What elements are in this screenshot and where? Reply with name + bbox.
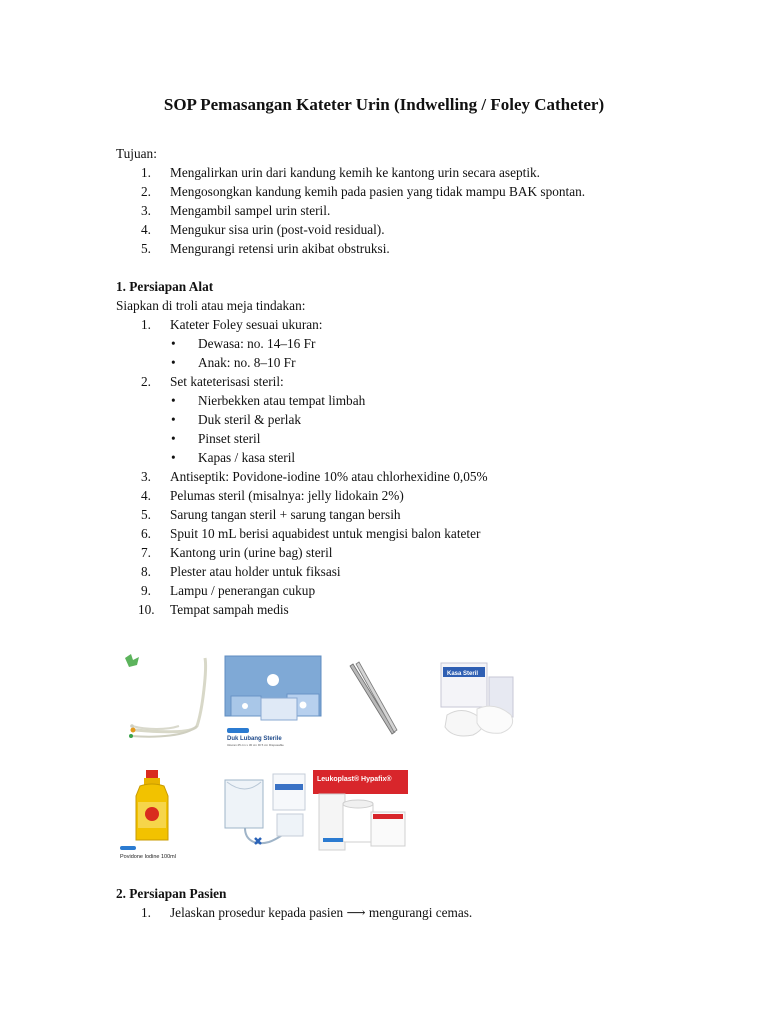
- list-item: 1. Kateter Foley sesuai ukuran:: [141, 317, 323, 332]
- bullet-item: • Kapas / kasa steril: [171, 450, 296, 465]
- svg-text:Kasa Steril: Kasa Steril: [447, 671, 479, 677]
- section-heading: 1. Persiapan Alat: [116, 279, 214, 294]
- svg-text:Ukuran 25 cm x 30 cm ID 5 cm D: Ukuran 25 cm x 30 cm ID 5 cm Disposable: [227, 743, 284, 747]
- bullet-item: • Nierbekken atau tempat limbah: [171, 393, 366, 408]
- tujuan-label: Tujuan:: [116, 146, 157, 161]
- svg-text:Leukoplast® Hypafix®: Leukoplast® Hypafix®: [317, 776, 392, 783]
- persiapan-alat-section: [116, 277, 676, 619]
- svg-text:Duk Lubang Sterile: Duk Lubang Sterile: [227, 736, 282, 742]
- bullet-item: • Pinset steril: [171, 431, 261, 446]
- section-intro: Siapkan di troli atau meja tindakan:: [116, 298, 306, 313]
- povidone-iodine-image: [118, 768, 193, 860]
- tujuan-section: [116, 144, 676, 258]
- duk-steril-image: [221, 652, 325, 748]
- list-item: 1. Mengalirkan urin dari kandung kemih ke kantong urin secara aseptik.: [141, 165, 540, 180]
- svg-text:Povidone Iodine 100ml: Povidone Iodine 100ml: [120, 854, 176, 860]
- persiapan-pasien-section: [116, 884, 676, 922]
- document-title: SOP Pemasangan Kateter Urin (Indwelling / Foley Catheter): [163, 95, 605, 114]
- list-item: 3. Antiseptik: Povidone-iodine 10% atau chlorhexidine 0,05%: [141, 469, 488, 484]
- list-item: 2. Mengosongkan kandung kemih pada pasien yang tidak mampu BAK spontan.: [141, 184, 586, 199]
- list-item: 9. Lampu / penerangan cukup: [141, 583, 316, 598]
- bullet-item: • Duk steril & perlak: [171, 412, 302, 427]
- list-item: 5. Sarung tangan steril + sarung tangan bersih: [141, 507, 401, 522]
- bullet-item: • Dewasa: no. 14–16 Fr: [171, 336, 316, 351]
- list-item: 3. Mengambil sampel urin steril.: [141, 203, 331, 218]
- list-item: 6. Spuit 10 mL berisi aquabidest untuk mengisi balon kateter: [141, 526, 481, 541]
- plester-hypafix-image: [313, 770, 408, 858]
- bullet-item: • Anak: no. 8–10 Fr: [171, 355, 296, 370]
- section-heading: 2. Persiapan Pasien: [116, 886, 227, 901]
- list-item: 8. Plester atau holder untuk fiksasi: [141, 564, 341, 579]
- urine-bag-image: [215, 770, 309, 858]
- kasa-steril-image: [433, 657, 519, 741]
- pinset-image: [345, 658, 405, 738]
- list-item: 7. Kantong urin (urine bag) steril: [141, 545, 333, 560]
- list-item: 1. Jelaskan prosedur kepada pasien ⟶ mengurangi cemas.: [141, 905, 473, 920]
- list-item: 2. Set kateterisasi steril:: [141, 374, 284, 389]
- foley-catheter-image: [117, 648, 212, 743]
- list-item: 4. Pelumas steril (misalnya: jelly lidokain 2%): [141, 488, 404, 503]
- list-item: 5. Mengurangi retensi urin akibat obstruksi.: [141, 241, 390, 256]
- list-item: 4. Mengukur sisa urin (post-void residual).: [141, 222, 385, 237]
- list-item: 10. Tempat sampah medis: [138, 602, 289, 617]
